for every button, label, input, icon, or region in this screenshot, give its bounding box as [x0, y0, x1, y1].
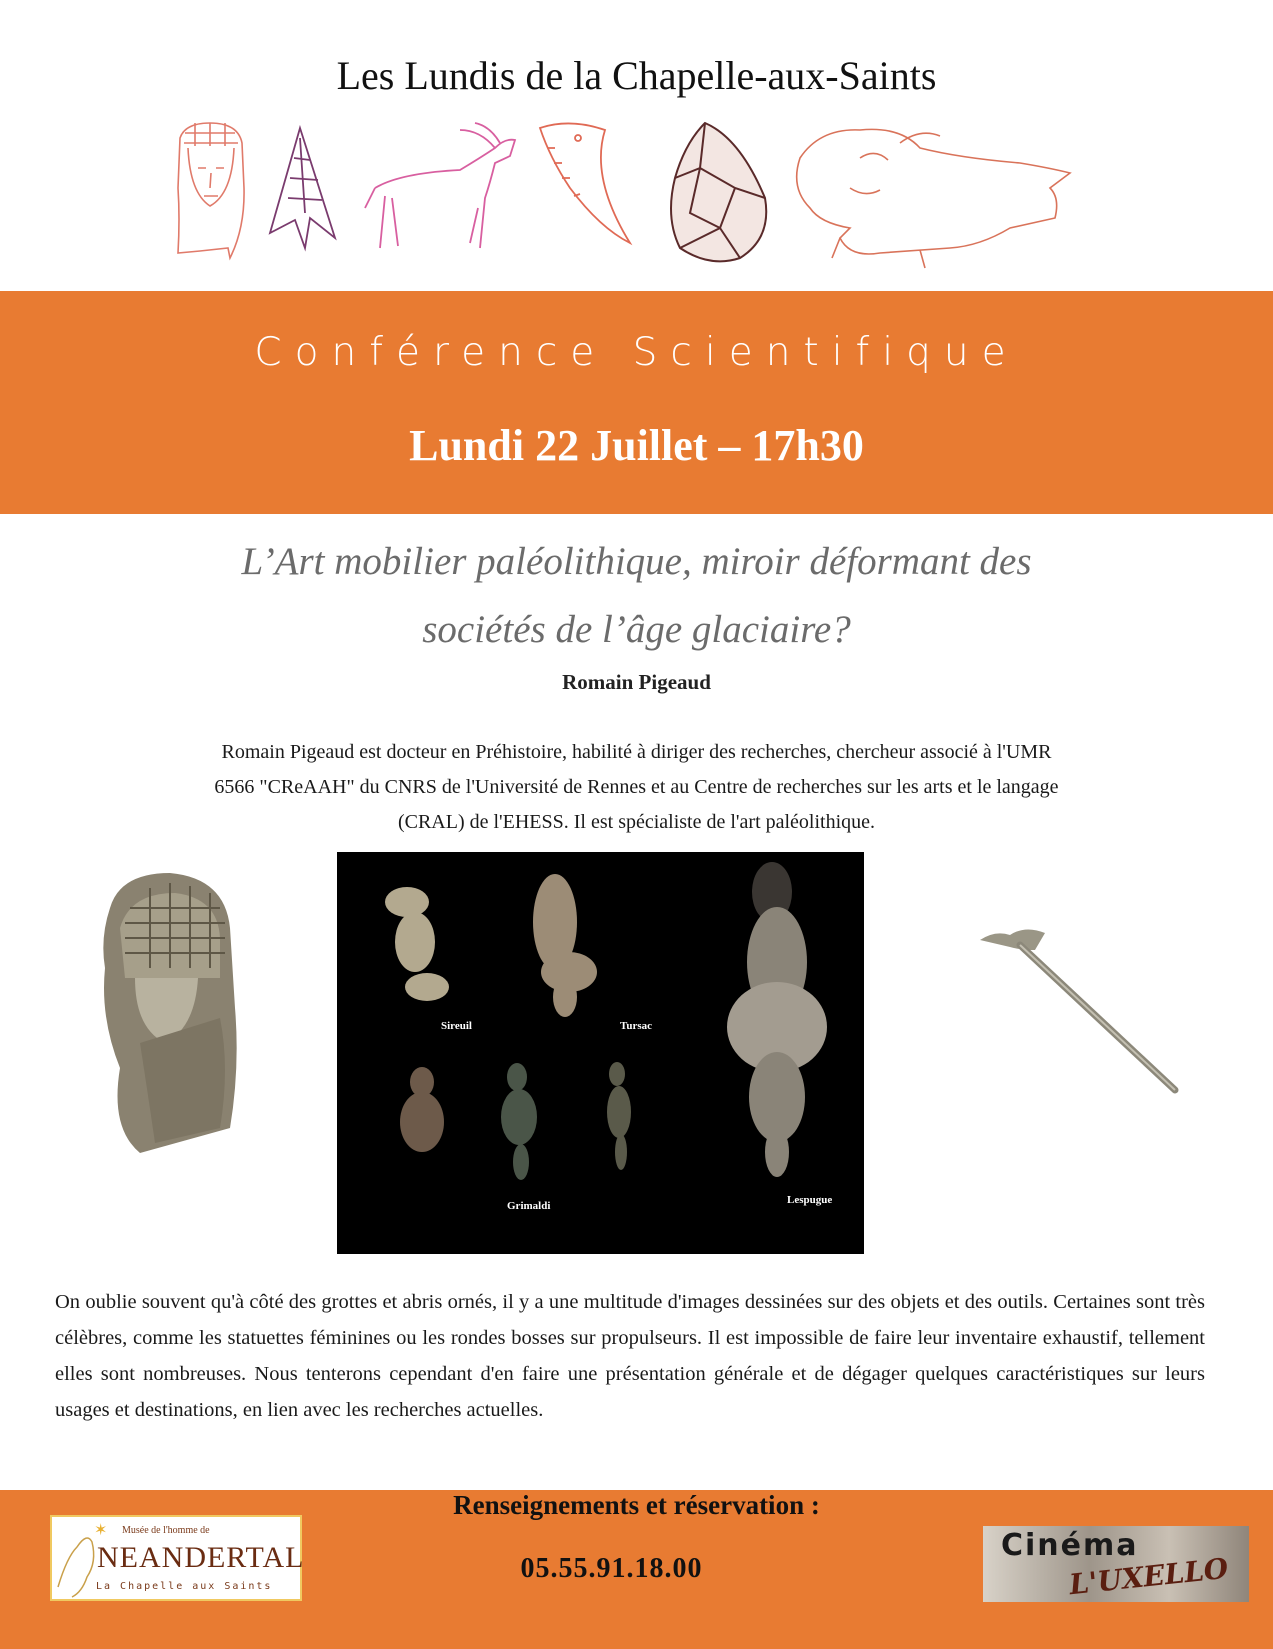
neandertal-museum-logo	[50, 1515, 305, 1601]
talk-title	[100, 528, 1173, 664]
talk-title-line2: sociétés de l’âge glaciaire?	[422, 608, 851, 651]
sireuil-figurine	[385, 887, 449, 1001]
event-description: On oublie souvent qu'à côté des grottes et abris ornés, il y a une multitude d'images dessinées sur des objets et des outils. Certaines sont très célèbres, comme les statuettes féminines ou les rondes bosses sur propulseurs. Il est impossible de faire leur inventaire exhaustif, tellement elles sont nombreuses. Nous tenterons cependant d'en faire une présentation générale et de dégager quelques caractéristiques sur leurs usages et destinations, en lien avec les recherches actuelles.	[55, 1291, 1205, 1421]
venus-figurines-photo	[337, 852, 864, 1254]
svg-text:✶: ✶	[94, 1520, 108, 1539]
tursac-figurine	[533, 874, 597, 1017]
speaker-bio	[80, 735, 1193, 840]
prehistoric-drawings-illustration	[160, 118, 1120, 288]
museum-logo-small-text: Musée de l'homme de	[122, 1525, 210, 1536]
grimaldi-figurine-2	[501, 1063, 537, 1180]
speaker-name: Romain Pigeaud	[562, 670, 711, 694]
venus-head-photo	[80, 868, 250, 1158]
venus-head-drawing	[178, 123, 244, 258]
goat-drawing	[365, 123, 515, 248]
museum-logo-name: NEANDERTAL	[97, 1541, 305, 1574]
bio-line1: Romain Pigeaud est docteur en Préhistoire, habilité à diriger des recherches, chercheur associé à l'UMR	[221, 741, 1052, 763]
grimaldi-figurine-1	[400, 1067, 444, 1152]
phone-number[interactable]: 05.55.91.18.00	[520, 1553, 703, 1584]
caption-tursac: Tursac	[620, 1020, 652, 1032]
event-date: Lundi 22 Juillet – 17h30	[409, 421, 864, 470]
caption-grimaldi: Grimaldi	[507, 1200, 551, 1212]
caption-sireuil: Sireuil	[441, 1020, 472, 1032]
bio-line3: (CRAL) de l'EHESS. Il est spécialiste de l'art paléolithique.	[397, 811, 876, 833]
spear-thrower-photo	[975, 925, 1185, 1095]
cinema-uxello-logo	[983, 1526, 1249, 1602]
horn-drawing	[540, 123, 630, 243]
page-title: Les Lundis de la Chapelle-aux-Saints	[336, 53, 937, 98]
grimaldi-figurine-3	[607, 1062, 631, 1170]
handaxe-drawing	[671, 123, 766, 261]
bio-line2: 6566 "CReAAH" du CNRS de l'Université de Rennes et au Centre de recherches sur les arts et le langage	[214, 776, 1059, 798]
info-heading: Renseignements et réservation :	[453, 1490, 820, 1520]
cinema-logo-line2: L'UXELLO	[1067, 1551, 1230, 1602]
museum-logo-place: La Chapelle aux Saints	[96, 1581, 273, 1592]
bison-drawing	[797, 129, 1070, 268]
orange-header-band	[0, 291, 1273, 514]
arrowhead-drawing	[270, 128, 335, 248]
cinema-logo-line1: Cinéma	[1001, 1528, 1139, 1563]
talk-title-line1: L’Art mobilier paléolithique, miroir déformant des	[241, 540, 1032, 583]
lespugue-figurine	[727, 862, 827, 1177]
caption-lespugue: Lespugue	[787, 1194, 833, 1206]
event-type: Conférence Scientifique	[254, 330, 1019, 375]
